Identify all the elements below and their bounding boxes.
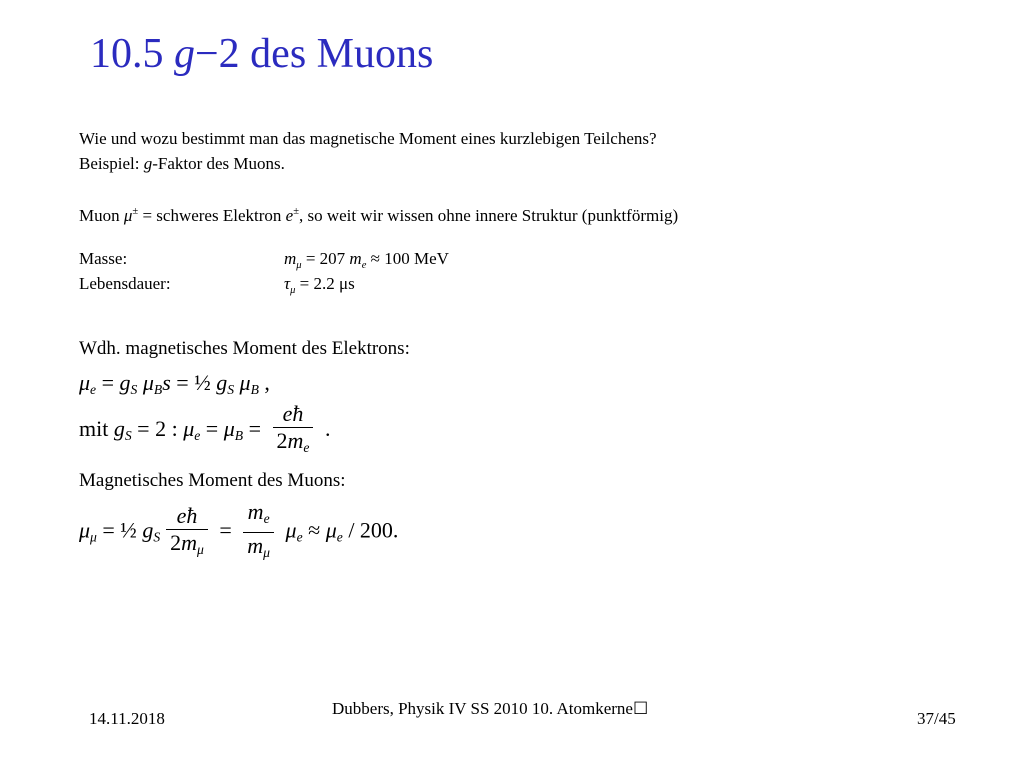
- lifetime-tau-sub: μ: [290, 285, 296, 296]
- muon-description: [79, 201, 678, 227]
- eq3-den2-sub: μ: [263, 545, 271, 560]
- eq2-tail: .: [319, 416, 331, 442]
- muon-eq-text: = schweres Elektron: [138, 206, 286, 225]
- example-g: g: [143, 154, 153, 173]
- eq1-g2-sub: S: [227, 382, 235, 397]
- eq1-muB-sub: B: [153, 382, 163, 397]
- lifetime-label: Lebensdauer:: [79, 274, 171, 293]
- eq2-den-pre: 2: [276, 428, 288, 453]
- equation-electron-moment: [79, 370, 270, 403]
- eq3-eq: = ½: [96, 517, 143, 543]
- mass-tail: ≈ 100 MeV: [366, 249, 449, 268]
- electron-heading: Wdh. magnetisches Moment des Elektrons:: [79, 338, 410, 359]
- eq2-g: g: [113, 416, 125, 442]
- eq2-denominator: [273, 427, 314, 461]
- intro-question: Wie und wozu bestimmt man das magnetische Moment eines kurzlebigen Teilchens?: [79, 129, 657, 148]
- eq3-approx: ≈: [302, 517, 326, 543]
- footer-source-text: Dubbers, Physik IV SS 2010 10. Atomkerne: [332, 699, 633, 718]
- muon-symbol: μ: [123, 206, 133, 225]
- eq3-mu-e2: μ: [325, 517, 337, 543]
- intro-line-2: [79, 153, 285, 175]
- eq3-den2-m: m: [247, 533, 264, 558]
- eq3-den-pre: 2: [170, 529, 182, 555]
- lifetime-tail: = 2.2 μs: [295, 274, 355, 293]
- eq1-tail: ,: [258, 370, 270, 395]
- eq3-tail: / 200.: [342, 517, 399, 543]
- electron-symbol: e: [285, 206, 294, 225]
- eq2-muB-sub: B: [234, 428, 244, 444]
- eq1-eq: =: [96, 370, 120, 395]
- eq2-den-sub: e: [303, 440, 310, 455]
- eq3-den-sub: μ: [197, 541, 204, 557]
- mass-me: m: [349, 249, 362, 268]
- mass-me-sub: e: [361, 260, 367, 271]
- eq1-g2: g: [216, 370, 228, 395]
- eq3-mu-e2-sub: e: [336, 529, 343, 545]
- eq3-fraction-2: [243, 499, 274, 566]
- eq2-eq2: =: [243, 416, 267, 442]
- eq3-fraction-1: [166, 503, 208, 563]
- equation-bohr-magneton: [79, 401, 330, 461]
- footer-page-number: 37/45: [917, 709, 956, 728]
- mass-mid: = 207: [301, 249, 350, 268]
- eq2-val: = 2 :: [131, 416, 184, 442]
- eq2-mit: mit: [79, 416, 114, 442]
- eq3-g-sub: S: [153, 529, 161, 545]
- eq3-numerator-2: [243, 499, 274, 532]
- eq1-muB2: μ: [234, 370, 251, 395]
- example-suffix: -Faktor des Muons.: [152, 154, 285, 173]
- eq1-g: g: [119, 370, 131, 395]
- muon-suffix: , so weit wir wissen ohne innere Struktur (punktförmig): [298, 206, 679, 225]
- eq3-den-m: m: [181, 529, 198, 555]
- eq3-mu-e: μ: [280, 517, 297, 543]
- eq3-mu-e-sub: e: [296, 529, 303, 545]
- eq3-denominator-1: [166, 529, 208, 563]
- eq3-mu-sub: μ: [90, 529, 97, 545]
- eq3-g: g: [142, 517, 154, 543]
- missing-glyph-icon: ☐: [632, 699, 649, 718]
- eq1-g-sub: S: [130, 382, 138, 397]
- eq2-den-m: m: [287, 428, 304, 453]
- eq3-numerator-1: eħ: [176, 502, 198, 528]
- eq3-num2-sub: e: [263, 511, 270, 526]
- lifetime-value: [284, 273, 355, 302]
- eq2-muB: μ: [223, 416, 235, 442]
- eq1-mu: μ: [79, 370, 91, 395]
- eq1-mu-sub: e: [90, 382, 97, 397]
- eq3-eq2: =: [213, 517, 238, 543]
- eq1-muB2-sub: B: [250, 382, 259, 397]
- eq1-s: s: [162, 370, 171, 395]
- muon-heading: Magnetisches Moment des Muons:: [79, 470, 346, 491]
- eq3-mu: μ: [79, 517, 91, 543]
- mass-label: Masse:: [79, 249, 128, 268]
- muon-prefix: Muon: [79, 206, 124, 225]
- eq2-mu-sub: e: [194, 428, 201, 444]
- footer-source: [332, 699, 648, 719]
- eq1-muB: μ: [137, 370, 154, 395]
- eq2-g-sub: S: [124, 428, 132, 444]
- lifetime-tau: τ: [284, 274, 291, 293]
- eq1-eq2: = ½: [170, 370, 217, 395]
- mass-m-sub: μ: [296, 260, 302, 271]
- eq2-numerator: eħ: [282, 401, 304, 426]
- eq2-eq: =: [200, 416, 224, 442]
- title-g: g: [174, 31, 195, 77]
- slide-title: [90, 28, 433, 80]
- example-prefix: Beispiel:: [79, 154, 144, 173]
- muon-charge: ±: [132, 206, 139, 217]
- eq2-fraction: [273, 401, 314, 461]
- eq2-mu: μ: [183, 416, 195, 442]
- electron-charge: ±: [293, 206, 299, 217]
- eq3-denominator-2: [243, 532, 274, 566]
- title-rest: −2 des Muons: [195, 31, 434, 77]
- intro-line-1: [79, 128, 657, 150]
- footer-date: 14.11.2018: [89, 709, 165, 728]
- equation-muon-moment: [79, 499, 398, 566]
- mass-m: m: [284, 249, 297, 268]
- eq3-num2-m: m: [247, 499, 264, 524]
- title-number: 10.5: [90, 31, 164, 77]
